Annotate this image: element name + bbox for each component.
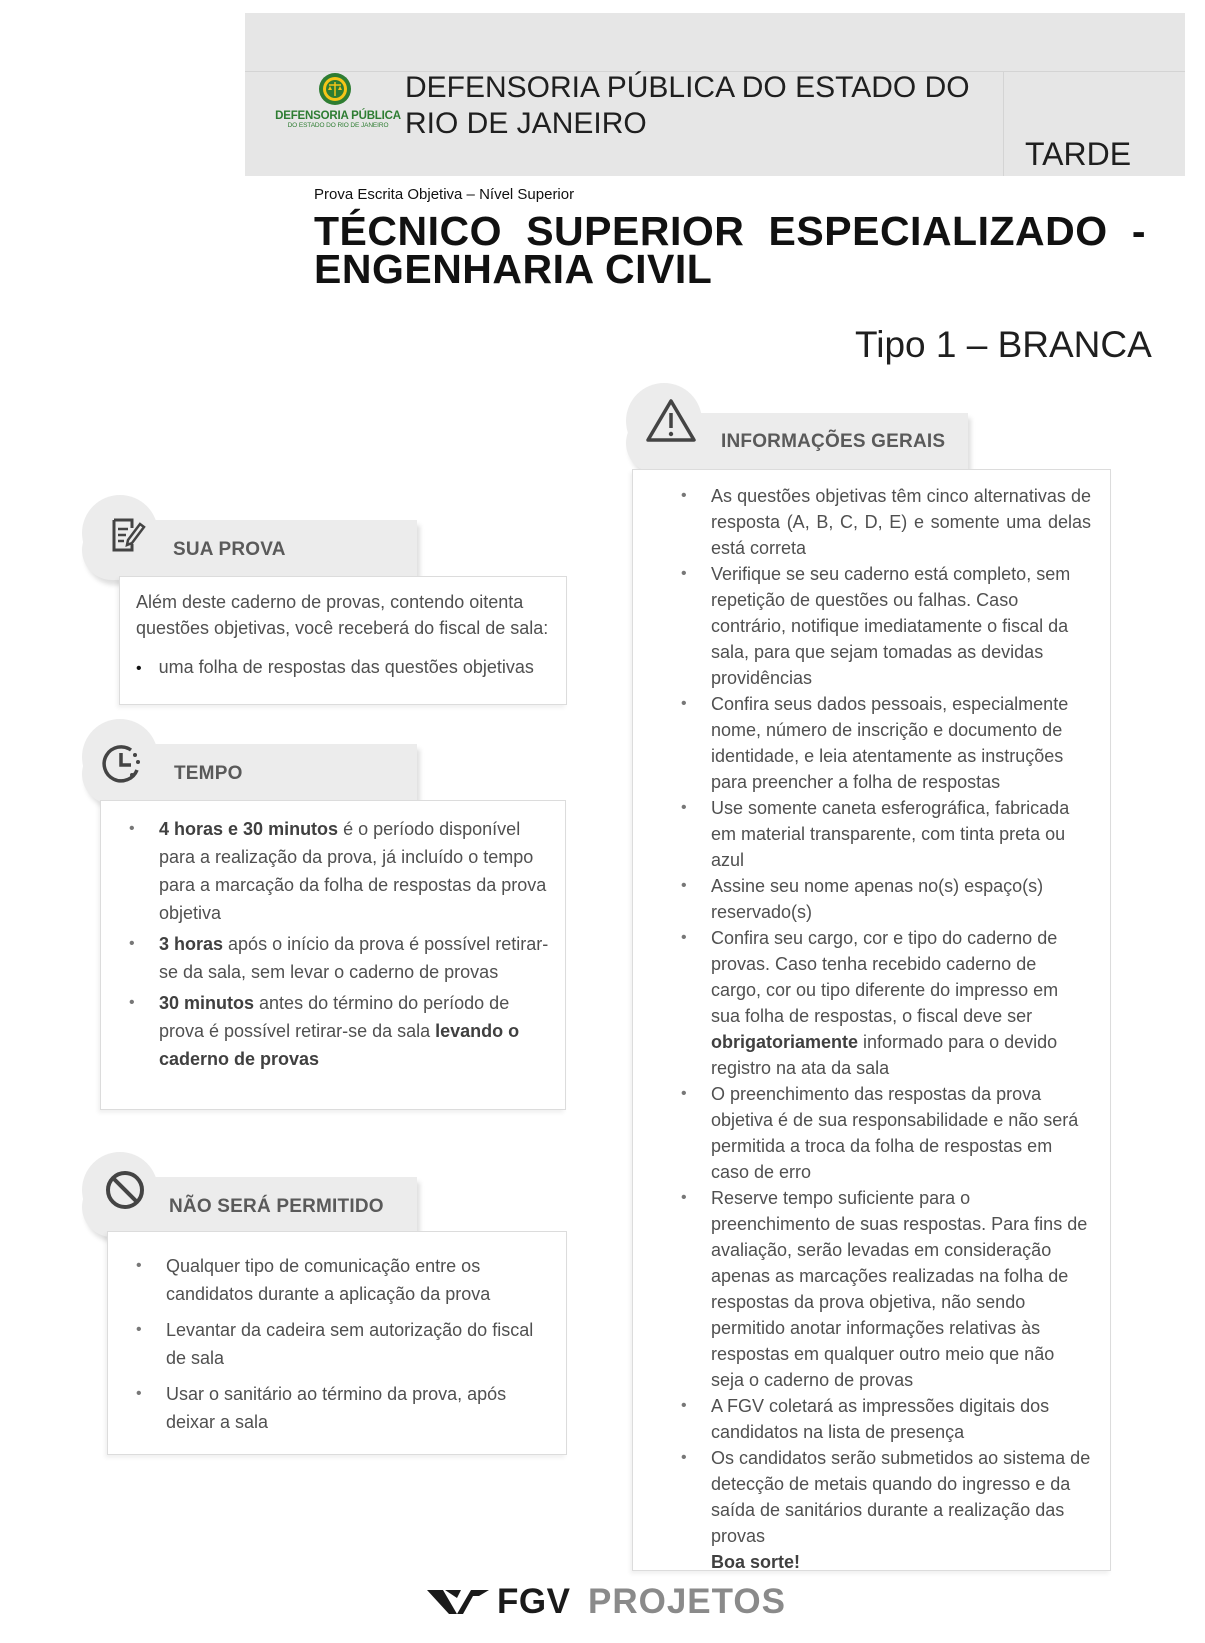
exam-kind: Prova Escrita Objetiva – Nível Superior [314, 186, 575, 203]
list-item: • As questões objetivas têm cinco alternativas de resposta (A, B, C, D, E) e somente uma delas está correta [681, 483, 1091, 561]
list-item: • Usar o sanitário ao término da prova, após deixar a sala [136, 1380, 548, 1436]
tempo-tab [82, 744, 417, 804]
sua-prova-item: uma folha de respostas das questões objetivas [158, 657, 534, 677]
info-box [632, 469, 1111, 1571]
item-text: informado para o devido registro na ata da sala [711, 1032, 1058, 1078]
emphasis: 30 minutos [159, 993, 255, 1013]
nao-permitido-tab [82, 1177, 417, 1237]
list-item: • Assine seu nome apenas no(s) espaço(s) reservado(s) [681, 873, 1091, 925]
exam-type: Tipo 1 – BRANCA [855, 324, 1152, 365]
sua-prova-list [136, 654, 554, 682]
list-item: • Verifique se seu caderno está completo, sem repetição de questões ou falhas. Caso contrário, notifique imediatamente o fiscal da sala, para que sejam tomadas as devidas providências [681, 561, 1091, 691]
list-item: • Reserve tempo suficiente para o preenchimento de suas respostas. Para fins de avaliação, serão levadas em consideração apenas as marcações realizadas na folha de respostas da prova objetiva, não sendo permitido anotar informações relativas às respostas em qualquer outro meio que não seja o caderno de provas [681, 1185, 1091, 1393]
closing-text: Boa sorte! [711, 1552, 801, 1572]
list-item: • O preenchimento das respostas da prova objetiva é de sua responsabilidade e não será permitida a troca da folha de respostas em caso de erro [681, 1081, 1091, 1185]
edit-document-icon [106, 514, 146, 554]
logo-subname: DO ESTADO DO RIO DE JANEIRO [287, 122, 389, 129]
info-tab [626, 413, 968, 473]
item-text: Os candidatos serão submetidos ao sistema de detecção de metais quando do ingresso e da saída de sanitários durante a realização das provas [711, 1448, 1091, 1546]
info-list [681, 483, 1091, 1575]
list-item [129, 930, 549, 986]
emphasis: 4 horas e 30 minutos [159, 819, 339, 839]
nao-permitido-list [136, 1252, 548, 1436]
tempo-list [129, 815, 549, 1073]
sua-prova-box [119, 576, 567, 705]
emphasis: levando o caderno de provas [159, 1021, 520, 1069]
clock-icon [99, 742, 143, 786]
list-item [681, 1445, 1091, 1575]
projetos-brand: PROJETOS [588, 1582, 786, 1621]
item-text: é o período disponível para a realização da prova, já incluído o tempo para a marcação da folha de respostas da prova objetiva [159, 819, 547, 923]
defensoria-emblem-icon [318, 72, 352, 106]
item-text: antes do término do período de prova é possível retirar-se da sala [159, 993, 510, 1041]
list-item: • Levantar da cadeira sem autorização do fiscal de sala [136, 1316, 548, 1372]
sua-prova-title: SUA PROVA [173, 539, 286, 560]
sua-prova-tab [82, 520, 417, 580]
emphasis: obrigatoriamente [711, 1032, 859, 1052]
sua-prova-intro: Além deste caderno de provas, contendo oitenta questões objetivas, você receberá do fiscal de sala: [136, 592, 549, 638]
item-text: após o início da prova é possível retirar-se da sala, sem levar o caderno de provas [159, 934, 549, 982]
nao-permitido-box [107, 1231, 567, 1455]
prohibited-icon [104, 1169, 146, 1211]
logo-name: DEFENSORIA PÚBLICA [275, 110, 401, 122]
list-item: • Use somente caneta esferográfica, fabricada em material transparente, com tinta preta ou azul [681, 795, 1091, 873]
list-item [129, 989, 549, 1073]
warning-icon [645, 397, 697, 443]
exam-shift: TARDE [1025, 136, 1132, 172]
nao-permitido-title: NÃO SERÁ PERMITIDO [169, 1196, 384, 1217]
tempo-title: TEMPO [174, 763, 243, 784]
item-text: Confira seu cargo, cor e tipo do caderno de provas. Caso tenha recebido caderno de cargo, cor ou tipo diferente do impresso em sua folha de respostas, o fiscal deve ser [711, 928, 1059, 1026]
organization-name: DEFENSORIA PÚBLICA DO ESTADO DO RIO DE JANEIRO [405, 71, 970, 140]
bullet: • [136, 660, 142, 677]
list-item [129, 815, 549, 927]
header-vertical-divider [1003, 71, 1004, 176]
info-title: INFORMAÇÕES GERAIS [721, 431, 946, 452]
exam-title: TÉCNICO SUPERIOR ESPECIALIZADO - ENGENHARIA CIVIL [314, 208, 1146, 292]
fgv-brand: FGV [497, 1582, 571, 1621]
list-item: • Confira seus dados pessoais, especialmente nome, número de inscrição e documento de identidade, e leia atentamente as instruções para preencher a folha de respostas [681, 691, 1091, 795]
list-item [681, 925, 1091, 1081]
emphasis: 3 horas [159, 934, 224, 954]
tempo-box [100, 800, 566, 1110]
list-item: • Qualquer tipo de comunicação entre os candidatos durante a aplicação da prova [136, 1252, 548, 1308]
list-item: • A FGV coletará as impressões digitais dos candidatos na lista de presença [681, 1393, 1091, 1445]
fgv-logo-icon [427, 1588, 491, 1618]
logo-text [274, 110, 402, 130]
